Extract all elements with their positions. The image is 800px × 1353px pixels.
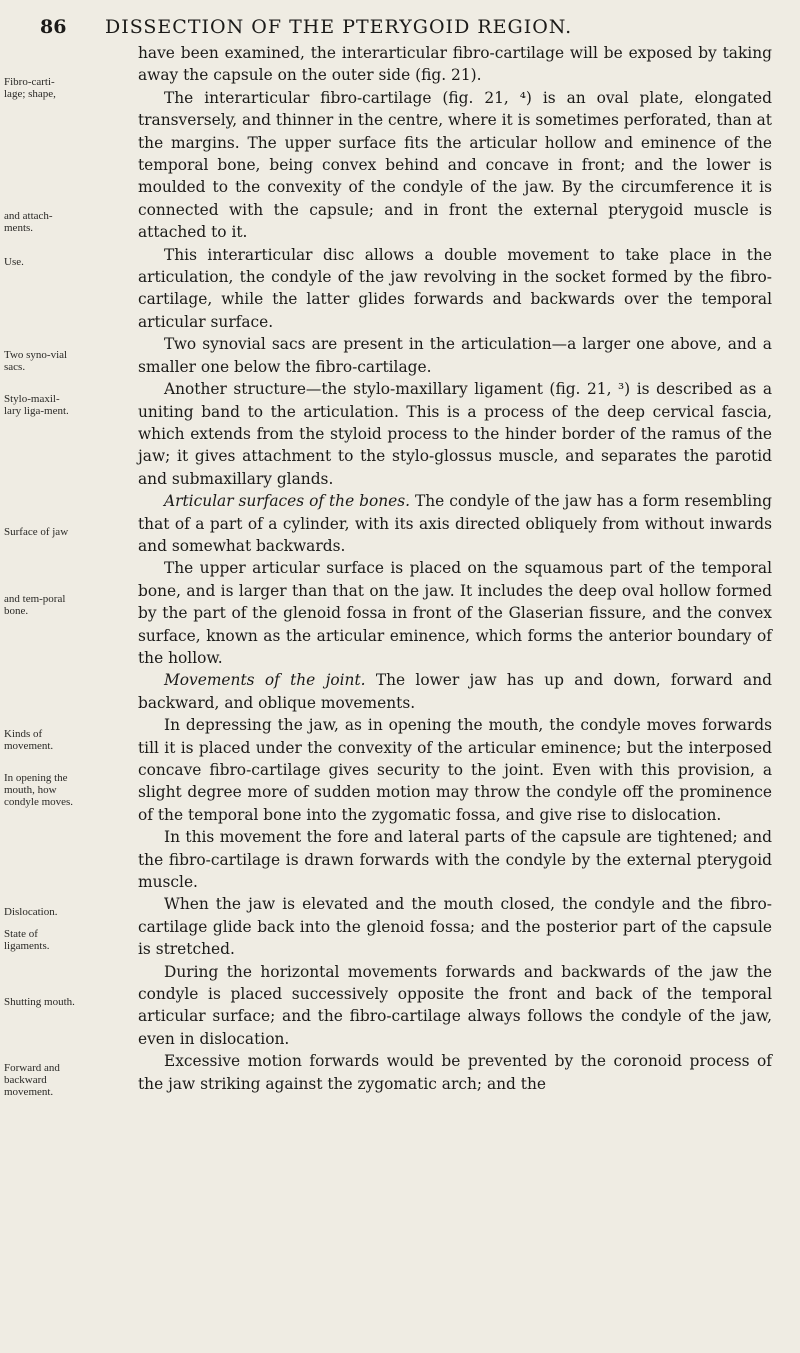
margin-note: Fibro-carti-lage; shape, [4,76,56,100]
running-head: DISSECTION OF THE PTERYGOID REGION. [105,16,573,38]
paragraph: In this movement the fore and lateral parts of the capsule are tightened; and the fibro-cartilage is drawn forwards with the condyle by the external pterygoid muscle. [138,828,772,892]
margin-note: Two syno-vial sacs. [4,349,68,373]
margin-note: State of ligaments. [4,928,50,952]
page-number: 86 [40,16,67,38]
margin-note: Shutting mouth. [4,996,75,1008]
margin-note: Kinds of movement. [4,728,54,752]
page-header [40,12,760,42]
paragraph: have been examined, the interarticular fibro-cartilage will be exposed by taking away the capsule on the outer side (fig. 21). [138,44,772,85]
paragraph: Two synovial sacs are present in the articulation—a larger one above, and a smaller one below the fibro-cartilage. [138,335,772,376]
body-text [138,42,772,1095]
margin-note: and attach-ments. [4,210,53,234]
margin-note: Forward and backward movement. [4,1062,60,1098]
margin-note: Stylo-maxil-lary liga-ment. [4,393,69,417]
paragraph: During the horizontal movements forwards and backwards of the jaw the condyle is placed successively opposite the front and back of the temporal articular surface; and the fibro-cartilage always follows the condyle of the jaw, even in dislocation. [138,962,772,1048]
paragraph: This interarticular disc allows a double movement to take place in the articulation, the condyle of the jaw revolving in the socket formed by the fibro-cartilage, while the latter glides forwards and backwards over the temporal articular surface. [138,245,772,331]
paragraph: Another structure—the stylo-maxillary ligament (fig. 21, ³) is described as a uniting band to the articulation. This is a process of the deep cervical fascia, which extends from the styloid process to the hinder border of the ramus of the jaw; it gives attachment to the stylo-glossus muscle, and separates the parotid and submaxillary glands. [138,380,772,488]
paragraph: Excessive motion forwards would be prevented by the coronoid process of the jaw striking against the zygomatic arch; and the [138,1052,772,1093]
paragraph: The upper articular surface is placed on the squamous part of the temporal bone, and is larger than that on the jaw. It includes the deep oval hollow formed by the part of the glenoid fossa in front of the Glaserian fissure, and the convex surface, known as the articular eminence, which forms the anterior boundary of the hollow. [138,559,772,667]
paragraph: Articular surfaces of the bones. The condyle of the jaw has a form resembling that of a part of a cylinder, with its axis directed obliquely from without inwards and somewhat backwards. [138,492,772,555]
paragraph: When the jaw is elevated and the mouth closed, the condyle and the fibro-cartilage glide back into the glenoid fossa; and the posterior part of the capsule is stretched. [138,895,772,959]
margin-note: In opening the mouth, how condyle moves. [4,772,74,808]
margin-note: and tem-poral bone. [4,593,66,617]
paragraph: In depressing the jaw, as in opening the mouth, the condyle moves forwards till it is placed under the convexity of the articular eminence; but the interposed concave fibro-cartilage gives security to the joint. Even with this provision, a slight degree more of sudden motion may throw the condyle off the prominence of the temporal bone into the zygomatic fossa, and give rise to dislocation. [138,716,772,824]
margin-note: Surface of jaw [4,526,69,538]
margin-note: Dislocation. [4,906,58,918]
paragraph: Movements of the joint. The lower jaw has up and down, forward and backward, and oblique movements. [138,671,772,712]
margin-note: Use. [4,256,24,268]
paragraph: The interarticular fibro-cartilage (fig. 21, ⁴) is an oval plate, elongated transversely, and thinner in the centre, where it is sometimes perforated, than at the margins. The upper surface fits the articular hollow and eminence of the temporal bone, being convex behind and concave in front; and the lower is moulded to the convexity of the condyle of the jaw. By the circumference it is connected with the capsule; and in front the external pterygoid muscle is attached to it. [138,88,772,242]
